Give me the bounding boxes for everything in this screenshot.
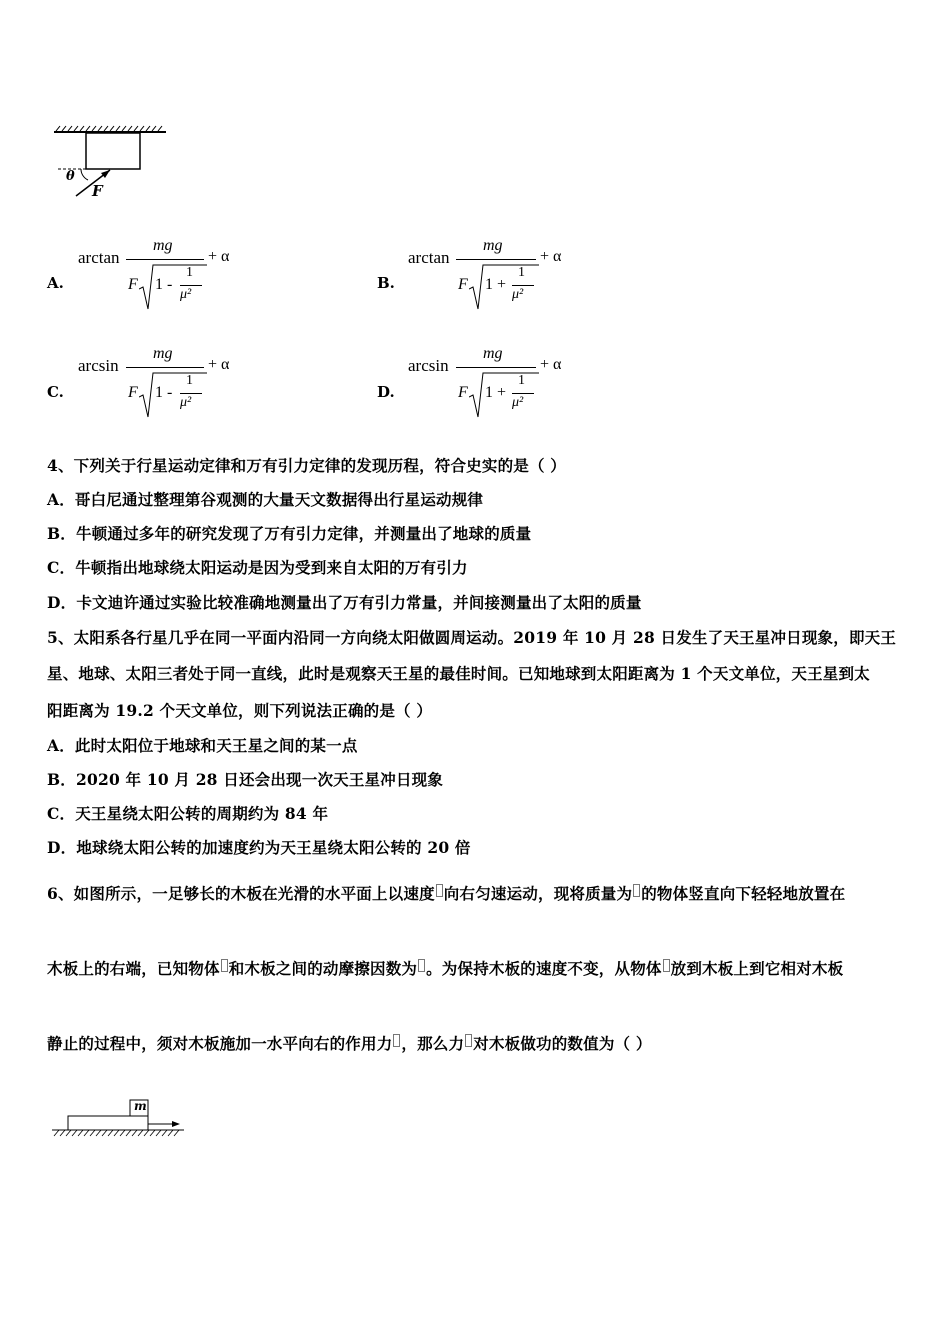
option-letter: C. — [47, 383, 64, 401]
q4-option-d[interactable]: D．卡文迪许通过实验比较准确地测量出了万有引力常量，并间接测量出了太阳的质量 — [47, 593, 642, 612]
q6-stem-line-3 — [47, 1032, 652, 1054]
q6-text: 和木板之间的动摩擦因数为 — [228, 959, 418, 978]
missing-glyph-icon — [418, 959, 425, 972]
sqrt-sign — [139, 371, 209, 421]
function-name: arcsin — [78, 356, 119, 375]
q6-stem-line-2 — [47, 957, 843, 979]
sqrt-head: 1 + — [485, 384, 507, 401]
small-numerator: 1 — [518, 265, 525, 280]
option-d-formula[interactable] — [330, 343, 690, 433]
option-c-formula[interactable] — [0, 343, 360, 433]
option-letter: D. — [377, 383, 395, 401]
board-block-figure — [50, 1096, 190, 1144]
denominator-prefix: F — [458, 384, 468, 401]
numerator: mg — [483, 237, 503, 254]
numerator: mg — [153, 237, 173, 254]
q4-option-c[interactable]: C．牛顿指出地球绕太阳运动是因为受到来自太阳的万有引力 — [47, 558, 468, 577]
force-label: F — [92, 182, 103, 200]
q5-option-a[interactable]: A．此时太阳位于地球和天王星之间的某一点 — [47, 736, 358, 755]
q6-text: 对木板做功的数值为（ ） — [473, 1034, 652, 1053]
small-denominator: μ² — [180, 287, 192, 302]
option-letter: B. — [377, 274, 395, 292]
function-name: arctan — [408, 248, 450, 267]
q6-text: 的物体竖直向下轻轻地放置在 — [641, 884, 846, 903]
small-numerator: 1 — [518, 373, 525, 388]
block-mass-label: m — [134, 1099, 147, 1113]
missing-glyph-icon — [633, 884, 640, 897]
ceiling-block-figure — [48, 124, 178, 204]
small-denominator: μ² — [512, 287, 524, 302]
denominator-prefix: F — [128, 384, 138, 401]
function-name: arcsin — [408, 356, 449, 375]
sqrt-head: 1 - — [155, 384, 173, 401]
formula-tail: + α — [208, 248, 230, 265]
denominator-prefix: F — [128, 276, 138, 293]
small-numerator: 1 — [186, 373, 193, 388]
small-denominator: μ² — [180, 395, 192, 410]
q5-stem-line-1: 5、太阳系各行星几乎在同一平面内沿同一方向绕太阳做圆周运动。2019 年 10 月 28 日发生了天王星冲日现象，即天王 — [47, 628, 897, 647]
sqrt-head: 1 + — [485, 276, 507, 293]
q5-stem-line-2: 星、地球、太阳三者处于同一直线，此时是观察天王星的最佳时间。已知地球到太阳距离为 1 个天文单位，天王星到太 — [47, 664, 870, 683]
missing-glyph-icon — [663, 959, 670, 972]
missing-glyph-icon — [221, 959, 228, 972]
q6-text: ，那么力 — [401, 1034, 465, 1053]
option-a-formula[interactable] — [0, 235, 360, 325]
formula-tail: + α — [208, 356, 230, 373]
q4-option-a[interactable]: A．哥白尼通过整理第谷观测的大量天文数据得出行星运动规律 — [47, 490, 484, 509]
sqrt-sign — [139, 263, 209, 313]
formula-tail: + α — [540, 356, 562, 373]
function-name: arctan — [78, 248, 120, 267]
q6-text: 木板上的右端，已知物体 — [47, 959, 220, 978]
q6-stem-line-1 — [47, 882, 845, 904]
q5-stem-line-3: 阳距离为 19.2 个天文单位，则下列说法正确的是（ ） — [47, 701, 433, 720]
q5-option-d[interactable]: D．地球绕太阳公转的加速度约为天王星绕太阳公转的 20 倍 — [47, 838, 471, 857]
missing-glyph-icon — [393, 1034, 400, 1047]
small-denominator: μ² — [512, 395, 524, 410]
numerator: mg — [483, 345, 503, 362]
q4-option-b[interactable]: B．牛顿通过多年的研究发现了万有引力定律，并测量出了地球的质量 — [47, 524, 532, 543]
missing-glyph-icon — [465, 1034, 472, 1047]
q6-text: 静止的过程中，须对木板施加一水平向右的作用力 — [47, 1034, 393, 1053]
denominator-prefix: F — [458, 276, 468, 293]
missing-glyph-icon — [436, 884, 443, 897]
sqrt-head: 1 - — [155, 276, 173, 293]
option-b-formula[interactable] — [330, 235, 690, 325]
option-letter: A. — [47, 274, 64, 292]
q4-stem: 4、下列关于行星运动定律和万有引力定律的发现历程，符合史实的是（ ） — [47, 456, 566, 475]
q5-option-c[interactable]: C．天王星绕太阳公转的周期约为 84 年 — [47, 804, 329, 823]
q6-text: 放到木板上到它相对木板 — [670, 959, 844, 978]
angle-label: θ — [66, 169, 75, 184]
q6-text: 。为保持木板的速度不变，从物体 — [426, 959, 662, 978]
numerator: mg — [153, 345, 173, 362]
formula-tail: + α — [540, 248, 562, 265]
q6-text: 6、如图所示，一足够长的木板在光滑的水平面上以速度 — [47, 884, 435, 903]
small-numerator: 1 — [186, 265, 193, 280]
q5-option-b[interactable]: B．2020 年 10 月 28 日还会出现一次天王星冲日现象 — [47, 770, 444, 789]
q6-text: 向右匀速运动，现将质量为 — [443, 884, 633, 903]
